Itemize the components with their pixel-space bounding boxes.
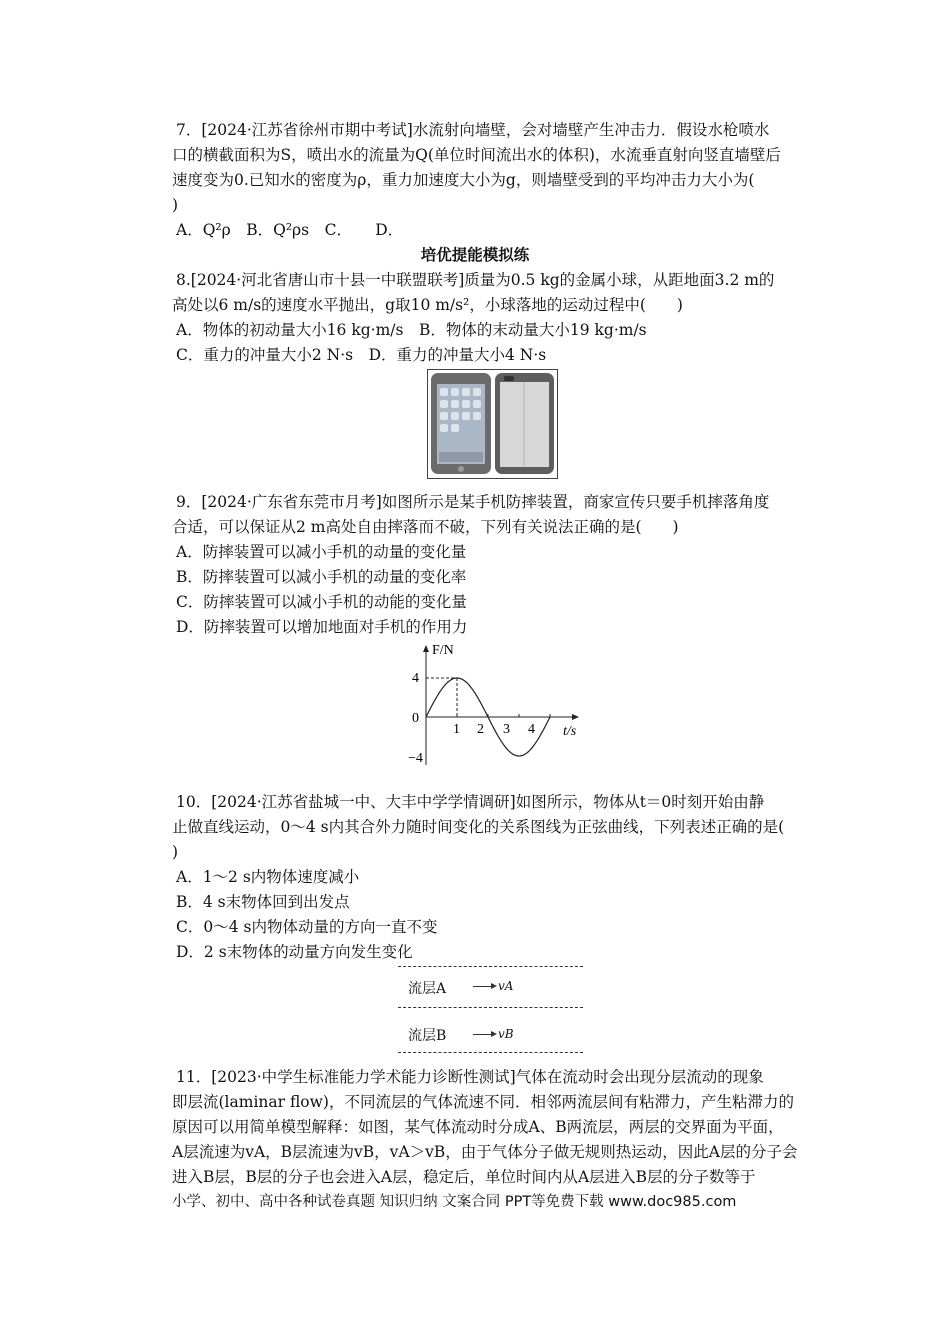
velocity-a-arrow	[473, 986, 495, 987]
q8-options-ab: A．物体的初动量大小16 kg·m/s B．物体的末动量大小19 kg·m/s	[176, 321, 647, 339]
y-tick-4: 4	[412, 671, 419, 686]
footer-banner: 小学、初中、高中各种试卷真题 知识归纳 文案合同 PPT等免费下载 www.doc985.com	[172, 1194, 737, 1210]
q10-option-a: A．1～2 s内物体速度减小	[176, 868, 360, 886]
home-button	[458, 466, 464, 472]
velocity-a-label: vA	[498, 979, 514, 993]
y-tick-neg4: −4	[408, 751, 423, 766]
q7-options: A．Q²ρ B．Q²ρs C． D．	[176, 221, 404, 239]
q9-line1: 9．[2024·广东省东莞市月考]如图所示是某手机防摔装置，商家宣传只要手机摔落角度	[176, 493, 770, 511]
x-tick-3: 3	[503, 722, 510, 737]
dock	[439, 452, 483, 462]
x-axis-label: t/s	[563, 724, 577, 739]
layer-a-label: 流层A	[408, 981, 447, 997]
q9-line2: 合适，可以保证从2 m高处自由摔落而不破，下列有关说法正确的是( )	[172, 518, 679, 536]
q9-option-b: B．防摔装置可以减小手机的动量的变化率	[176, 568, 467, 586]
q7-line1: 7．[2024·江苏省徐州市期中考试]水流射向墙壁，会对墙壁产生冲击力．假设水枪喷水	[176, 121, 770, 139]
q10-line1: 10．[2024·江苏省盐城一中、大丰中学学情调研]如图所示，物体从t＝0时刻开始由静	[176, 793, 765, 811]
boundary-middle	[398, 1007, 583, 1008]
velocity-b-label: vB	[498, 1027, 514, 1041]
x-tick-4: 4	[528, 722, 535, 737]
q9-option-d: D．防摔装置可以增加地面对手机的作用力	[176, 618, 468, 636]
flow-layer-figure	[398, 964, 583, 1059]
q7-line2: 口的横截面积为S，喷出水的流量为Q(单位时间流出水的体积)，水流垂直射向竖直墙壁后	[172, 146, 781, 164]
q10-option-d: D．2 s末物体的动量方向发生变化	[176, 943, 413, 961]
q11-line1: 11．[2023·中学生标准能力学术能力诊断性测试]气体在流动时会出现分层流动的现象	[176, 1068, 764, 1086]
q8-options-cd: C．重力的冲量大小2 N·s D．重力的冲量大小4 N·s	[176, 346, 547, 364]
y-tick-0: 0	[412, 711, 419, 726]
q11-line5: 进入B层，B层的分子也会进入A层，稳定后，单位时间内从A层进入B层的分子数等于	[172, 1168, 756, 1186]
boundary-top	[398, 966, 583, 967]
q11-line2: 即层流(laminar flow)，不同流层的气体流速不同．相邻两流层间有粘滞力，产生粘滞力的	[172, 1093, 794, 1111]
q8-line2: 高处以6 m/s的速度水平抛出，g取10 m/s²，小球落地的运动过程中( )	[172, 296, 683, 314]
phone-case-figure	[427, 369, 558, 479]
y-axis-label: F/N	[432, 643, 454, 658]
q10-line3: )	[172, 843, 179, 861]
layer-b-label: 流层B	[408, 1028, 447, 1044]
q10-option-b: B．4 s末物体回到出发点	[176, 893, 350, 911]
velocity-b-arrow	[473, 1034, 495, 1035]
q10-line2: 止做直线运动，0～4 s内其合外力随时间变化的关系图线为正弦曲线，下列表述正确的是(	[172, 818, 785, 836]
q9-option-c: C．防摔装置可以减小手机的动能的变化量	[176, 593, 467, 611]
q11-line3: 原因可以用简单模型解释：如图，某气体流动时分成A、B两流层，两层的交界面为平面，	[172, 1118, 784, 1136]
camera-icon	[504, 376, 514, 381]
force-time-graph	[400, 640, 590, 775]
q9-option-a: A．防摔装置可以减小手机的动量的变化量	[176, 543, 467, 561]
boundary-bottom	[398, 1052, 583, 1053]
x-tick-2: 2	[477, 722, 484, 737]
q11-line4: A层流速为vA，B层流速为vB，vA＞vB，由于气体分子做无规则热运动，因此A层的分子会	[172, 1143, 798, 1161]
q10-option-c: C．0～4 s内物体动量的方向一直不变	[176, 918, 438, 936]
q7-line4: )	[172, 196, 179, 214]
x-tick-1: 1	[453, 722, 460, 737]
q8-line1: 8.[2024·河北省唐山市十县一中联盟联考]质量为0.5 kg的金属小球，从距地面3.2 m的	[176, 271, 775, 289]
q7-line3: 速度变为0.已知水的密度为ρ，重力加速度大小为g，则墙壁受到的平均冲击力大小为(	[172, 171, 755, 189]
section-title: 培优提能模拟练	[420, 245, 530, 264]
phone-case-illustration	[428, 370, 557, 478]
